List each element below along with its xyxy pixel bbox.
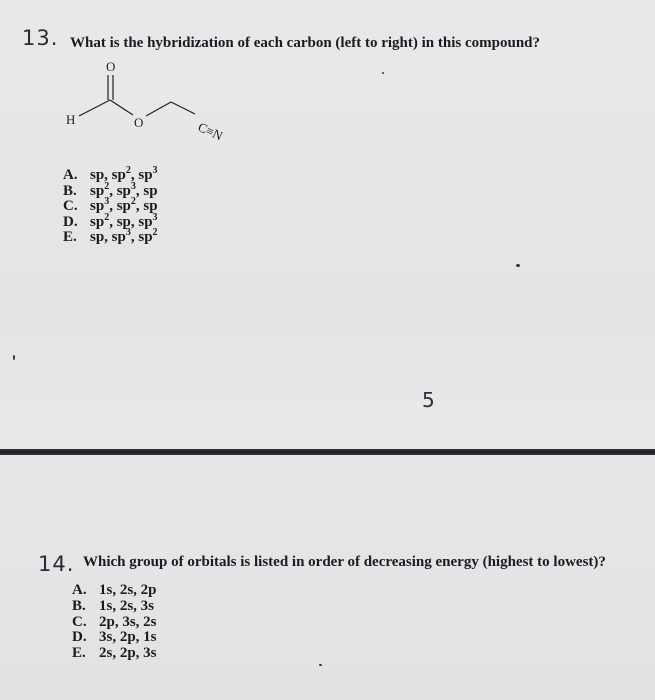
choice-text: 2s, 2p, 3s xyxy=(99,645,157,662)
q13-prompt: What is the hybridization of each carbon (left to right) in this compound? xyxy=(70,35,541,51)
choice-text: sp xyxy=(90,198,105,214)
choice-letter: B. xyxy=(72,597,86,614)
q14-choice-b[interactable] xyxy=(72,599,157,615)
q13-choice-b[interactable] xyxy=(63,180,158,200)
superscript: 3 xyxy=(130,180,136,192)
superscript: 2 xyxy=(130,196,136,207)
q13-number: 13. xyxy=(22,26,59,50)
q13-choice-a[interactable] xyxy=(63,165,158,184)
choice-text: , sp xyxy=(130,167,153,183)
superscript: 3 xyxy=(125,227,131,238)
choice-text: 1s, 2s, 3s xyxy=(99,597,155,614)
q14-number: 14. xyxy=(38,552,75,576)
choice-text: sp xyxy=(90,182,105,199)
choice-text: , sp xyxy=(135,182,158,199)
c-o-bond xyxy=(110,100,133,115)
choice-text: 2p, 3s, 2s xyxy=(99,613,157,630)
choice-letter: C. xyxy=(72,613,87,630)
superscript: 2 xyxy=(152,227,158,238)
q14-prompt: Which group of orbitals is listed in order of decreasing energy (highest to lowest)? xyxy=(83,554,606,570)
q13-choice-e[interactable] xyxy=(63,227,158,246)
choice-text: , sp xyxy=(109,182,131,199)
superscript: 2 xyxy=(104,180,110,192)
choice-text: , sp, sp xyxy=(109,213,153,230)
h-label: H xyxy=(66,112,76,127)
choice-text: , sp xyxy=(130,229,153,245)
nitrile-label: C≡N xyxy=(195,119,226,144)
choice-letter: D. xyxy=(72,629,87,646)
q13-choice-d[interactable] xyxy=(63,211,158,231)
superscript: 3 xyxy=(152,211,158,223)
choice-letter: C. xyxy=(63,198,78,214)
hc-bond xyxy=(79,100,110,116)
q14-choice-e[interactable] xyxy=(72,646,157,662)
speck xyxy=(13,355,15,360)
choice-text: sp, sp xyxy=(90,229,126,245)
choice-letter: E. xyxy=(72,645,86,662)
choice-letter: D. xyxy=(63,213,78,230)
speck xyxy=(516,264,520,267)
ether-o-label: O xyxy=(134,115,144,130)
q13-choices xyxy=(63,165,158,246)
q13-structure xyxy=(55,52,255,157)
choice-letter: E. xyxy=(63,229,77,245)
speck xyxy=(319,664,322,666)
q14-choice-a[interactable] xyxy=(72,583,157,599)
choice-letter: B. xyxy=(63,182,77,199)
q13-choice-c[interactable] xyxy=(63,196,158,215)
ch2-c-bond xyxy=(171,102,195,114)
choice-text: sp xyxy=(90,213,105,230)
q14-choice-c[interactable] xyxy=(72,615,157,631)
page-divider xyxy=(0,449,655,455)
q14-choices xyxy=(72,583,157,662)
choice-letter: A. xyxy=(63,167,78,183)
superscript: 3 xyxy=(152,165,158,176)
choice-letter: A. xyxy=(72,582,87,598)
page-number: 5 xyxy=(422,388,435,412)
choice-text: 1s, 2s, 2p xyxy=(99,582,157,598)
choice-text: , sp xyxy=(109,198,131,214)
superscript: 3 xyxy=(104,196,110,207)
choice-text: , sp xyxy=(135,198,158,214)
superscript: 2 xyxy=(125,165,131,176)
choice-text: sp, sp xyxy=(90,167,126,183)
o-ch2-bond xyxy=(146,102,171,116)
choice-text: 3s, 2p, 1s xyxy=(99,629,157,646)
q14-choice-d[interactable] xyxy=(72,630,157,646)
speck xyxy=(382,72,384,74)
superscript: 2 xyxy=(104,211,110,223)
carbonyl-o-label: O xyxy=(106,59,116,74)
